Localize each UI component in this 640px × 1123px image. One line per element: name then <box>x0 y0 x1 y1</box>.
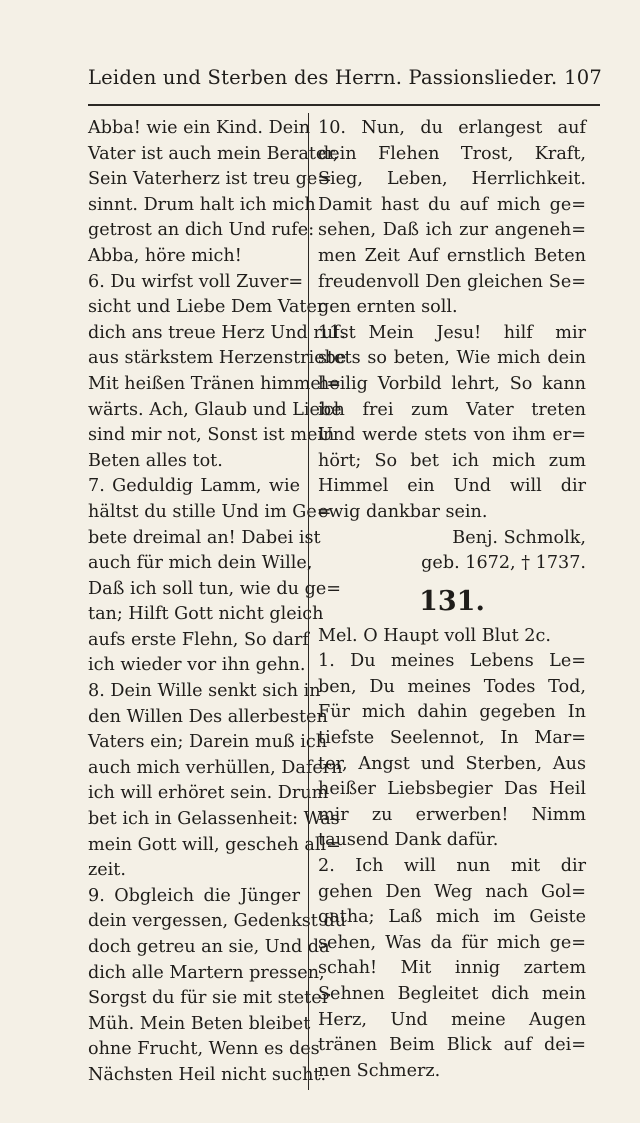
text-line: bet ich in Gelassenheit: Was <box>88 809 340 830</box>
text-line: ewig dankbar sein. <box>318 501 488 522</box>
text-line: heilig Vorbild lehrt, So kann <box>318 373 586 394</box>
text-line: 7. Geduldig Lamm, wie <box>88 476 300 497</box>
text-line: men Zeit Auf ernstlich Beten <box>318 245 586 266</box>
right-column <box>318 116 586 1084</box>
text-line: sinnt. Drum halt ich mich <box>88 194 316 215</box>
text-line: auch für mich dein Wille, <box>88 553 313 574</box>
text-line: 1. Du meines Lebens Le= <box>318 651 586 672</box>
text-line: ich wieder vor ihn gehn. <box>88 655 306 676</box>
text-line: freudenvoll Den gleichen Se= <box>318 271 586 292</box>
text-line: 9. Obgleich die Jünger <box>88 885 300 906</box>
text-line: den Willen Des allerbesten <box>88 706 328 727</box>
hymn-130-verses <box>318 116 586 526</box>
running-title: Leiden und Sterben des Herrn. Passionslieder. <box>88 66 558 89</box>
text-line: sehen, Daß ich zur angeneh= <box>318 220 586 241</box>
text-line: getrost an dich Und rufe: <box>88 220 315 241</box>
text-line: 6. Du wirfst voll Zuver= <box>88 271 304 292</box>
text-line: aufs erste Flehn, So darf <box>88 629 309 650</box>
text-line: ohne Frucht, Wenn es des <box>88 1039 320 1060</box>
text-line: 10. Nun, du erlangest auf <box>318 118 586 138</box>
text-line: dich ans treue Herz Und rufst <box>88 322 356 343</box>
text-line: mir zu erwerben! Nimm <box>318 804 586 825</box>
text-line: Abba, höre mich! <box>88 245 242 266</box>
text-line: 2. Ich will nun mit dir <box>318 856 586 877</box>
column-divider <box>308 113 309 1090</box>
text-line: hältst du stille Und im Ge= <box>88 501 332 522</box>
text-line: 8. Dein Wille senkt sich in <box>88 681 321 702</box>
text-line: bete dreimal an! Dabei ist <box>88 527 321 548</box>
text-line: sehen, Was da für mich ge= <box>318 932 586 953</box>
text-line: sicht und Liebe Dem Vater <box>88 297 326 318</box>
text-line: doch getreu an sie, Und da <box>88 937 330 957</box>
text-line: sind mir not, Sonst ist mein <box>88 425 335 446</box>
text-line: tan; Hilft Gott nicht gleich <box>88 604 324 625</box>
text-line: tränen Beim Blick auf dei= <box>318 1035 586 1056</box>
text-line: Himmel ein Und will dir <box>318 476 586 497</box>
text-line: Vaters ein; Darein muß ich <box>88 732 328 753</box>
text-line: Mit heißen Tränen himmel= <box>88 373 342 394</box>
text-line: Für mich dahin gegeben In <box>318 702 586 723</box>
text-line: schah! Mit innig zartem <box>318 958 586 979</box>
text-line: gatha; Laß mich im Geiste <box>318 907 586 928</box>
text-line: nen Schmerz. <box>318 1060 441 1081</box>
text-line: Sein Vaterherz ist treu ge= <box>88 169 333 190</box>
text-line: aus stärkstem Herzenstriebe <box>88 348 347 369</box>
hymn-number: 131. <box>419 585 485 617</box>
text-line: tausend Dank dafür. <box>318 830 499 851</box>
text-line: auch mich verhüllen, Dafern <box>88 757 343 778</box>
text-line: Mel. O Haupt voll Blut 2c. <box>318 625 551 646</box>
text-line: dein vergessen, Gedenkst du <box>88 911 347 932</box>
text-line: Sorgst du für sie mit steter <box>88 988 331 1009</box>
text-line: dein Flehen Trost, Kraft, <box>318 143 586 164</box>
text-line: Müh. Mein Beten bleibet <box>88 1013 311 1034</box>
author-dates: geb. 1672, † 1737. <box>421 553 586 574</box>
text-line: Sehnen Begleitet dich mein <box>318 984 586 1004</box>
text-line: ich frei zum Vater treten <box>318 399 586 420</box>
text-line: gen ernten soll. <box>318 297 458 318</box>
text-line: mein Gott will, gescheh all= <box>88 834 341 855</box>
text-line: dich alle Martern pressen, <box>88 962 325 983</box>
text-line: stets so beten, Wie mich dein <box>318 348 586 369</box>
text-line: Beten alles tot. <box>88 450 223 471</box>
text-line: Nächsten Heil nicht sucht. <box>88 1064 327 1085</box>
text-line: Daß ich soll tun, wie du ge= <box>88 578 342 599</box>
text-line: ich will erhöret sein. Drum <box>88 783 329 804</box>
page-header <box>88 66 602 96</box>
author-name: Benj. Schmolk, <box>452 527 586 548</box>
text-line: ben, Du meines Todes Tod, <box>318 676 586 697</box>
page-number: 107 <box>564 66 602 89</box>
left-column <box>88 116 356 1089</box>
text-line: Sieg, Leben, Herrlichkeit. <box>318 169 586 190</box>
text-line: ter, Angst und Sterben, Aus <box>318 753 586 774</box>
text-line: hört; So bet ich mich zum <box>318 450 586 471</box>
text-line: zeit. <box>88 860 126 881</box>
text-line: Vater ist auch mein Berater, <box>88 143 339 164</box>
text-line: Herz, Und meine Augen <box>318 1009 586 1030</box>
text-line: Damit hast du auf mich ge= <box>318 194 586 215</box>
text-line: wärts. Ach, Glaub und Liebe <box>88 399 342 420</box>
text-line: 11. Mein Jesu! hilf mir <box>318 322 586 343</box>
text-line: tiefste Seelennot, In Mar= <box>318 728 586 749</box>
text-line: heißer Liebsbegier Das Heil <box>318 779 586 800</box>
hymn-131-verses <box>318 624 586 1085</box>
text-line: Abba! wie ein Kind. Dein <box>88 118 311 138</box>
text-line: Und werde stets von ihm er= <box>318 425 586 446</box>
header-rule <box>88 104 600 106</box>
text-line: gehen Den Weg nach Gol= <box>318 881 586 902</box>
